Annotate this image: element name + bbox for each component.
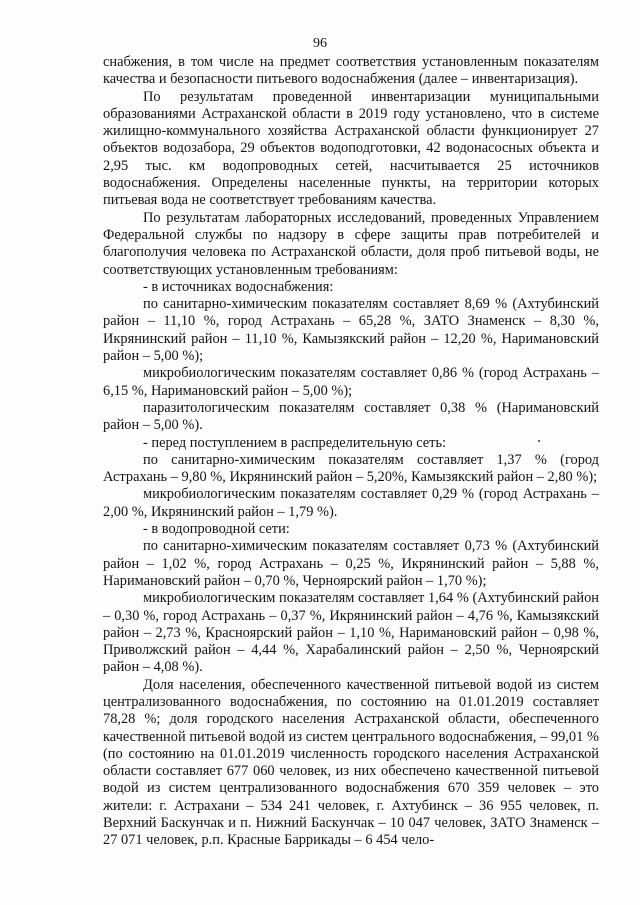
body-text: [103, 54, 599, 850]
list-heading: - перед поступлением в распределительную сеть:: [143, 434, 447, 451]
paragraph: Доля населения, обеспеченного качественной питьевой водой из систем централизованного водоснабжения, по состоянию на 01.01.2019 составляет 78,28 %; доля городского населения Астраханской области, обеспеченного качественной питьевой водой из систем центрального водоснабжения, – 99,01 % (по состоянию на 01.01.2019 численность городского населения Астраханской области составляет 677 060 человек, из них обеспечено качественной питьевой водой из систем централизованного водоснабжения 670 359 человек – это жители: г. Астрахани – 534 241 человек, г. Ахтубинск – 36 955 человек, п. Верхний Баскунчак и п. Нижний Баскунчак – 10 047 человек, ЗАТО Знаменск – 27 071 человек, р.п. Красные Баррикады – 6 454 чело-: [103, 676, 599, 849]
list-heading: - в водопроводной сети:: [143, 521, 290, 538]
paragraph: снабжения, в том числе на предмет соответствия установленным показателям качества и безопасности питьевого водоснабжения (далее – инвентаризация).: [103, 54, 599, 88]
scan-speck: [538, 440, 540, 442]
paragraph: микробиологическим показателям составляет 0,86 % (город Астрахань – 6,15 %, Наримановский район – 5,00 %);: [103, 365, 599, 399]
paragraph: по санитарно-химическим показателям составляет 8,69 % (Ахтубинский район – 11,10 %, город Астрахань – 65,28 %, ЗАТО Знаменск – 8,30 %, Икрянинский район – 11,10 %, Камызякский район – 12,20 %, Наримановский район – 5,00 %);: [103, 296, 599, 365]
page-number: 96: [313, 36, 327, 51]
paragraph: По результатам лабораторных исследований, проведенных Управлением Федеральной службы по надзору в сфере защиты прав потребителей и благополучия человека по Астраханской области, доля проб питьевой воды, не соответствующих установленным требованиям:: [103, 209, 599, 278]
paragraph: По результатам проведенной инвентаризации муниципальными образованиями Астраханской области в 2019 году установлено, что в системе жилищно-коммунального хозяйства Астраханской области функционирует 27 объектов водозабора, 29 объектов водоподготовки, 42 водонасосных объекта и 2,95 тыс. км водопроводных сетей, насчитывается 25 источников водоснабжения. Определены населенные пункты, на территории которых питьевая вода не соответствует требованиям качества.: [103, 88, 599, 209]
paragraph: микробиологическим показателям составляет 0,29 % (город Астрахань – 2,00 %, Икрянинский район – 1,79 %).: [103, 486, 599, 520]
list-heading: - в источниках водоснабжения:: [143, 278, 334, 295]
paragraph: по санитарно-химическим показателям составляет 1,37 % (город Астрахань – 9,80 %, Икрянинский район – 5,20%, Камызякский район – 2,80 %);: [103, 451, 599, 486]
paragraph: по санитарно-химическим показателям составляет 0,73 % (Ахтубинский район – 1,02 %, город Астрахань – 0,25 %, Икрянинский район – 5,88 %, Наримановский район – 0,70 %, Черноярский район – 1,70 %);: [103, 538, 599, 589]
paragraph: микробиологическим показателям составляет 1,64 % (Ахтубинский район – 0,30 %, город Астрахань – 0,37 %, Икрянинский район – 4,76 %, Камызякский район – 2,73 %, Красноярский район – 1,10 %, Наримановский район – 0,98 %, Приволжский район – 4,44 %, Харабалинский район – 2,50 %, Черноярский район – 4,08 %).: [103, 590, 599, 676]
paragraph: паразитологическим показателям составляет 0,38 % (Наримановский район – 5,00 %).: [103, 399, 599, 434]
